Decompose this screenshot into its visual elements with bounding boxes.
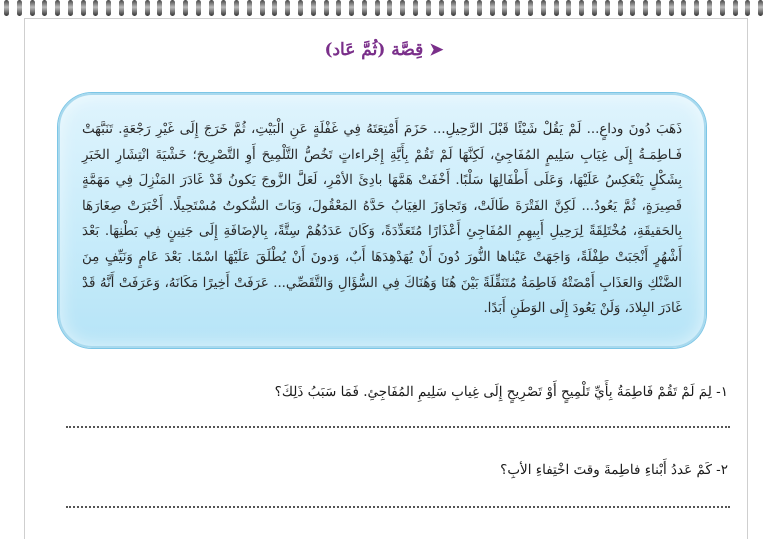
spiral-ring — [579, 0, 584, 16]
spiral-ring — [68, 0, 73, 16]
spiral-ring — [93, 0, 98, 16]
spiral-ring — [119, 0, 124, 16]
spiral-ring — [528, 0, 533, 16]
spiral-ring — [451, 0, 456, 16]
spiral-ring — [157, 0, 162, 16]
spiral-ring — [196, 0, 201, 16]
spiral-ring — [336, 0, 341, 16]
spiral-ring — [720, 0, 725, 16]
spiral-ring — [209, 0, 214, 16]
spiral-ring — [55, 0, 60, 16]
spiral-ring — [656, 0, 661, 16]
spiral-ring — [426, 0, 431, 16]
spiral-ring — [681, 0, 686, 16]
arrow-left-icon: ➤ — [429, 40, 444, 60]
spiral-ring — [745, 0, 750, 16]
spiral-ring — [234, 0, 239, 16]
spiral-ring — [643, 0, 648, 16]
spiral-ring — [566, 0, 571, 16]
spiral-ring — [592, 0, 597, 16]
spiral-ring — [733, 0, 738, 16]
spiral-ring — [758, 0, 763, 16]
question-1: ١- لِمَ لَمْ تَقُمْ فَاطِمَةُ بِأَيِّ تَلْمِيحٍ أَوْ تَصْرِيحٍ إِلَى غِيابِ سَلِيمِ المُفَاجِئِ. فَمَا سَبَبُ ذَلِكَ؟ — [274, 384, 728, 400]
spiral-ring — [554, 0, 559, 16]
spiral-ring — [247, 0, 252, 16]
spiral-ring — [477, 0, 482, 16]
spiral-ring — [464, 0, 469, 16]
spiral-ring — [170, 0, 175, 16]
story-title-text: قِصَّة (ثُمَّ عَاد) — [324, 40, 424, 60]
spiral-ring — [42, 0, 47, 16]
spiral-ring — [260, 0, 265, 16]
spiral-ring — [630, 0, 635, 16]
spiral-ring — [132, 0, 137, 16]
spiral-ring — [387, 0, 392, 16]
spiral-ring — [4, 0, 9, 16]
question-2: ٢- كَمْ عَددُ أَبْناءِ فاطِمةَ وقتَ اخْتِفاءِ الأبِ؟ — [500, 462, 728, 478]
story-box — [58, 93, 706, 348]
spiral-ring — [694, 0, 699, 16]
notebook-spiral — [0, 0, 768, 16]
spiral-ring — [502, 0, 507, 16]
spiral-ring — [298, 0, 303, 16]
spiral-ring — [272, 0, 277, 16]
answer-line-1[interactable] — [66, 426, 730, 428]
story-title — [0, 40, 768, 60]
spiral-ring — [490, 0, 495, 16]
spiral-ring — [145, 0, 150, 16]
spiral-ring — [349, 0, 354, 16]
spiral-ring — [221, 0, 226, 16]
spiral-ring — [413, 0, 418, 16]
spiral-ring — [183, 0, 188, 16]
spiral-ring — [362, 0, 367, 16]
spiral-ring — [324, 0, 329, 16]
spiral-ring — [30, 0, 35, 16]
spiral-ring — [515, 0, 520, 16]
spiral-ring — [106, 0, 111, 16]
spiral-ring — [541, 0, 546, 16]
spiral-ring — [375, 0, 380, 16]
spiral-ring — [707, 0, 712, 16]
spiral-ring — [400, 0, 405, 16]
answer-line-2[interactable] — [66, 506, 730, 508]
spiral-ring — [618, 0, 623, 16]
spiral-ring — [285, 0, 290, 16]
spiral-ring — [81, 0, 86, 16]
spiral-ring — [17, 0, 22, 16]
spiral-ring — [669, 0, 674, 16]
story-text: ذَهَبَ دُونَ وداعٍ... لَمْ يَقُلْ شَيْئًا قَبْلَ الرَّحِيلِ... حَزَمَ أَمْتِعَتَهُ فِي غَفْلَةٍ عَنِ الْبَيْتِ، ثُمَّ خَرَجَ إِلَى غَيْرِ رَجْعَةٍ. تَنَبَّهَتْ فَـاطِمَـةُ إِلَى غِيَابِ سَلِيمٍ المُفَاجِئِ، لَكِنَّهَا لَمْ تَقُمْ بِأَيَّةِ إِجْراءاتٍ تَخُصُّ التَّلْمِيحَ أَوِ التَّصْرِيحَ؛ خَشْيَةَ انْتِشَارِ الخَبَرِ بِشَكْلٍ يَنْعَكِسُ عَلَيْهَا، وَعَلَى أَطْفَالِهَا سَلْبًا. أَخْفَتْ هَمَّهَا بادِئَ الأمْرِ، لَعَلَّ الزَّوجَ يَكونُ قَدْ غَادَرَ المَنْزِلَ فِي مَهَمَّةٍ قَصِيرَةٍ، ثُمَّ يَعُودُ... لَكِنَّ الفَتْرَةَ طَالَتْ، وَتَجاوَزَ الغِيَابُ حَدَّهُ المَعْقُولَ، وَبَاتَ السُّكوتُ مُسْتَحِيلًا. أَخْبَرَتْ صِغَارَهَا بِالحَقيقَةِ، مُخْتَلِقَةً لِرَحِيلِ أَبِيهِمِ المُفَاجِئِ أَعْذَارًا مُتَعَدِّدَةً، وَكَانَ عَدَدُهُمْ سِتَّةً، بِالإضَافَةِ إِلَى جَنِينٍ فِي بَطْنِهَا. بَعْدَ أَشْهُرٍ أَنْجَبَتْ طِفْلَةً، وَاجَهَتْ عَيْناها النُّورَ دُونَ أَنْ يُهَدْهِدَهَا أَبٌ، وَدونَ أَنْ يُطْلَقَ عَلَيْهَا اسْمًا. بَعْدَ عَامٍ وَنَيِّفٍ مِنَ الضَّنْكِ وَالعَذَابِ أَمْضَتْهُ فَاطِمَةُ مُتَنَقِّلَةً بَيْنَ هُنَا وَهُنَاكَ فِي السُّؤَالِ وَالتَّقَصِّي... عَرَفَتْ أَخِيرًا مَكَانَهُ، وَعَرَفَتْ أَنَّهُ قَدْ غَادَرَ البِلادَ، وَلَنْ يَعُودَ إِلَى الوَطَنِ أَبَدًا. — [82, 122, 682, 317]
spiral-ring — [439, 0, 444, 16]
spiral-ring — [311, 0, 316, 16]
spiral-ring — [605, 0, 610, 16]
